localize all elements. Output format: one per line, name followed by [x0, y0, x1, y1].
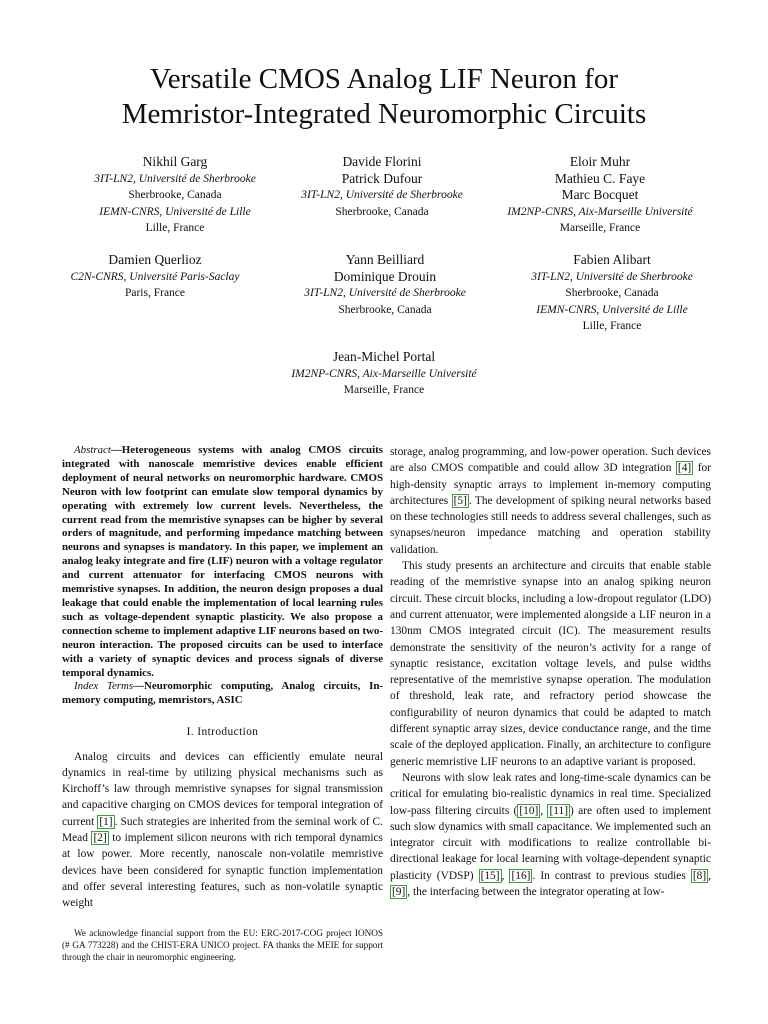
author-name: Marc Bocquet [561, 187, 639, 202]
author-name: Fabien Alibart [573, 252, 651, 267]
author-querlioz [25, 252, 285, 302]
intro-paragraph-3: Neurons with slow leak rates and long-time-scale dynamics can be critical for emulating bio-realistic dynamics in real time. Specialized low-pass filtering circuits ( [10] , [11] ) are often used to implement such slow dynamics with small capacitance. We implemented such an integrator circuit with modifications to realize controllable bi-directional leakage for local learning with voltage-dependent synaptic plasticity (VDSP) [15] , [16] . In contrast to previous studies [8] , [9] , the interfacing between the integrator operating at low- [390, 771, 712, 899]
author-portal [254, 349, 514, 399]
author-name: Mathieu C. Faye [554, 170, 646, 186]
intro-paragraph-2: This study presents an architecture and circuits that enable stable reading of the memristive synapse into an analog spiking neuron circuit. These circuit blocks, including a low-dropout regulator (LDO) and current attenuator, were implemented alongside a LIF neuron in a 130nm CMOS integrated circuit (IC). The measurement results demonstrate the sensitivity of the neuron’s activity for a range of synaptic resistance, excitation voltage levels, and pulse widths representative of the memristive synapse operation. The modulation of threshold, leak rate, and refractory period showcase the configurability of neuron dynamics that could be adapted to match different synaptic array sizes, device conductance range, and the time scale of the deployed application. Finally, an architecture to configure generic memristive LIF neurons to an adaptive variant is proposed. [390, 560, 711, 768]
section-heading-introduction: I. Introduction [186, 726, 259, 739]
author-name: Damien Querlioz [108, 252, 202, 267]
author-name: Eloir Muhr [569, 154, 631, 169]
paper-title [0, 62, 768, 132]
author-location: Marseille, France [343, 384, 425, 396]
author-location: Sherbrooke, Canada [128, 189, 222, 201]
author-location: Marseille, France [559, 222, 641, 234]
abstract [62, 444, 383, 680]
abstract-label: Abstract [74, 444, 111, 456]
index-terms [62, 680, 383, 708]
right-column [390, 444, 711, 900]
author-name: Davide Florini [342, 154, 422, 169]
author-alibart [482, 252, 742, 335]
index-terms-text: —Neuromorphic computing, Analog circuits, In-memory computing, memristors, ASIC [62, 680, 384, 707]
author-location: Paris, France [124, 287, 186, 299]
author-affiliation: 3IT-LN2, Université de Sherbrooke [304, 287, 466, 299]
left-column [62, 444, 383, 963]
author-location: Lille, France [582, 320, 642, 332]
author-beilliard-drouin [255, 252, 515, 318]
author-name: Patrick Dufour [341, 170, 423, 186]
author-name: Dominique Drouin [333, 268, 437, 284]
citation-link[interactable]: [5] [453, 494, 467, 507]
intro-paragraph-1: Analog circuits and devices can efficiently emulate neural dynamics in real-time by utilizing physical mechanisms such as Kirchoff’s law through memristive synapses for signal transmission and capacitive charging on CMOS devices for temporal integration of current [1] . Such strategies are inherited from the seminal work of C. Mead [2] to implement silicon neurons with rich temporal dynamics at low power. More recently, nanoscale non-volatile memristive devices have been considered for synaptic function implementation and offer several interesting features, such as non-volatile synaptic weight [62, 750, 383, 910]
abstract-text: —Heterogeneous systems with analog CMOS circuits integrated with nanoscale memristive devices enable efficient deployment of neural networks on neuromorphic hardware. CMOS Neuron with low footprint can emulate slow temporal dynamics by operating with extremely low current levels. Nevertheless, the current read from the memristive synapses can be higher by several orders of magnitude, and performing impedance matching between neurons and synapses is mandatory. In this paper, we implement an analog leaky integrate and fire (LIF) neuron with a voltage regulator and current attenuator for interfacing CMOS neurons with memristive synapses. In addition, the neuron design proposes a dual leakage that could enable the implementation of local learning rules such as voltage-dependent synaptic plasticity. We also propose a connection scheme to implement adaptive LIF neurons based on two-neuron interaction. The proposed circuits can be used to interface with a variety of synaptic devices and process signals of diverse temporal dynamics. [62, 444, 383, 679]
author-affiliation: IM2NP-CNRS, Aix-Marseille Université [507, 205, 693, 218]
author-name: Jean-Michel Portal [332, 349, 436, 364]
footnote: We acknowledge financial support from the EU: ERC-2017-COG project IONOS (# GA 773228) and the CHIST-ERA UNICO project. FA thanks the MEIE for support through the chair in neuromorphic engineering. [62, 928, 383, 963]
citation-link[interactable]: [9] [392, 886, 406, 899]
citation-link[interactable]: [8] [692, 869, 707, 882]
citation-link[interactable]: [11] [549, 804, 569, 817]
author-affiliation: C2N-CNRS, Université Paris-Saclay [70, 270, 240, 283]
author-location: Sherbrooke, Canada [335, 205, 429, 218]
citation-link[interactable]: [2] [93, 832, 107, 844]
author-affiliation: 3IT-LN2, Université de Sherbrooke [531, 270, 693, 283]
citation-link[interactable]: [15] [480, 869, 500, 882]
title-line-2: Memristor-Integrated Neuromorphic Circuits [121, 98, 647, 130]
author-affiliation: 3IT-LN2, Université de Sherbrooke [94, 172, 256, 185]
author-affiliation: IEMN-CNRS, Université de Lille [536, 303, 688, 316]
citation-link[interactable]: [16] [511, 869, 531, 882]
citation-link[interactable]: [4] [677, 462, 692, 475]
author-affiliation: IM2NP-CNRS, Aix-Marseille Université [291, 367, 477, 380]
title-line-1: Versatile CMOS Analog LIF Neuron for [150, 63, 618, 95]
author-affiliation: 3IT-LN2, Université de Sherbrooke [301, 189, 463, 201]
author-location: Lille, France [145, 222, 205, 234]
intro-paragraph-1-cont: storage, analog programming, and low-power operation. Such devices are also CMOS compatible and could allow 3D integration [4] for high-density synaptic arrays to implement in-memory computing architectures [5] . The development of spiking neural networks based on these technologies still needs to address several challenges, such as synapses/neuron impedance matching and operation stability validation. [390, 446, 711, 556]
author-affiliation: IEMN-CNRS, Université de Lille [99, 205, 251, 218]
author-name: Yann Beilliard [345, 252, 425, 267]
author-name: Nikhil Garg [142, 154, 208, 169]
citation-link[interactable]: [1] [99, 815, 113, 828]
author-muhr-faye-bocquet [470, 154, 730, 237]
author-location: Sherbrooke, Canada [338, 303, 432, 316]
citation-link[interactable]: [10] [519, 804, 539, 817]
author-location: Sherbrooke, Canada [565, 287, 659, 299]
index-terms-label: Index Terms [74, 680, 134, 693]
